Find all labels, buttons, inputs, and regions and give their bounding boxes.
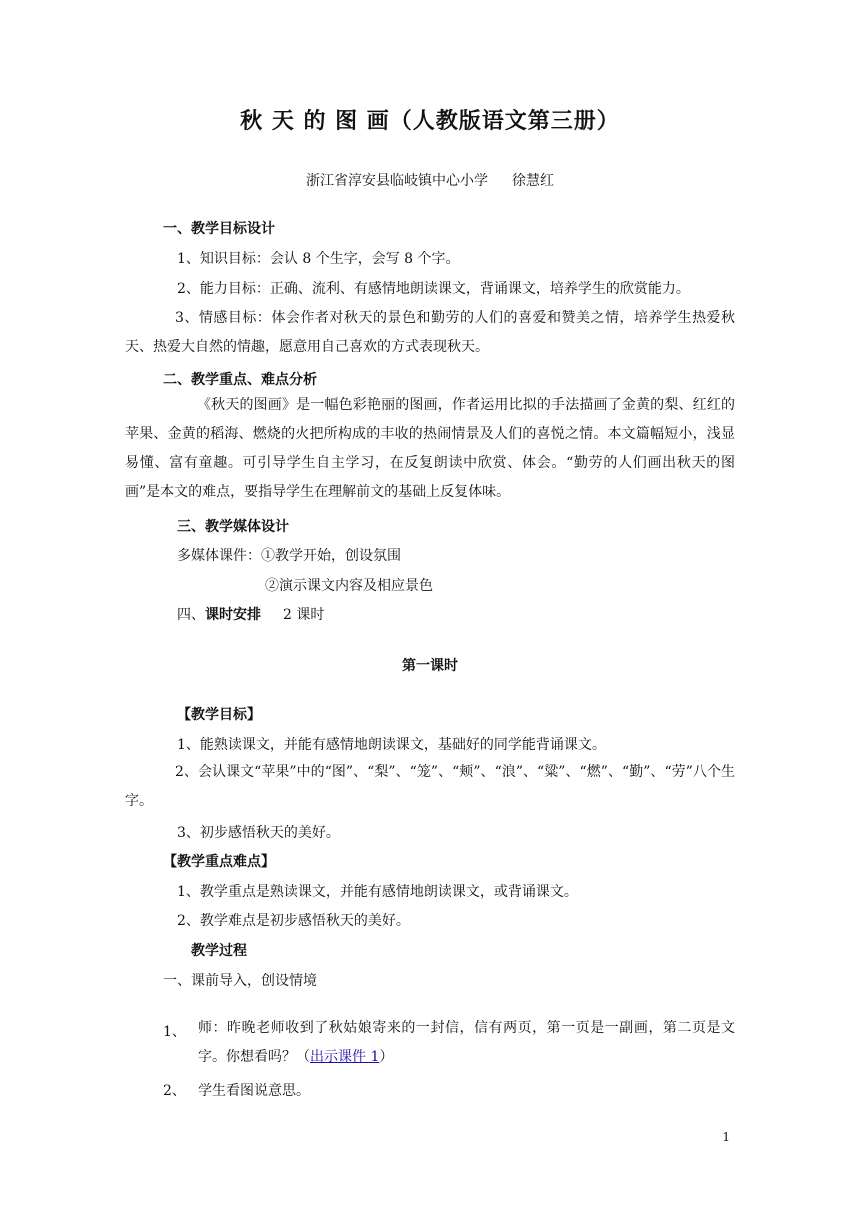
list-item-text (198, 1014, 735, 1072)
schedule-line (177, 604, 324, 624)
process-heading: 教学过程 (191, 943, 247, 959)
goal-item: 3、情感目标：体会作者对秋天的景色和勤劳的人们的喜爱和赞美之情，培养学生热爱秋天、热爱大自然的情趣，愿意用自己喜欢的方式表现秋天。 (125, 310, 735, 355)
author-line (0, 170, 860, 190)
process-step: 一、课前导入，创设情境 (163, 973, 317, 989)
analysis-paragraph: 《秋天的图画》是一幅色彩艳丽的图画，作者运用比拟的手法描画了金黄的梨、红红的苹果、金黄的稻海、燃烧的火把所构成的丰收的热闹情景及人们的喜悦之情。本文篇幅短小，浅显易懂、富有童趣。可引导学生自主学习，在反复朗读中欣赏、体会。“勤劳的人们画出秋天的图画”是本文的难点，要指导学生在理解前文的基础上反复体味。 (125, 397, 735, 500)
list-item-text: 学生看图说意思。 (198, 1083, 310, 1099)
objective-item: 2、会认课文“苹果”中的“图”、“梨”、“笼”、“颊”、“浪”、“粱”、“燃”、“勤”、“劳”八个生字。 (125, 764, 735, 809)
list-item-number: 1、 (163, 1024, 186, 1040)
courseware-link[interactable]: 出示课件 1 (310, 1049, 380, 1065)
schedule-heading: 课时安排 (205, 607, 261, 623)
author-school: 浙江省淳安县临岐镇中心小学 (306, 173, 488, 189)
schedule-prefix: 四、 (177, 607, 205, 623)
document-title: 秋 天 的 图 画（人教版语文第三册） (240, 108, 620, 134)
media-item: 多媒体课件：①教学开始，创设氛围 (177, 548, 401, 564)
section-heading: 二、教学重点、难点分析 (163, 372, 317, 388)
key-point-item: 1、教学重点是熟读课文，并能有感情地朗读课文，或背诵课文。 (177, 884, 578, 900)
goal-item: 1、知识目标：会认 8 个生字，会写 8 个字。 (177, 251, 460, 267)
list-item-number: 2、 (163, 1083, 186, 1099)
goal-item: 2、能力目标：正确、流利、有感情地朗读课文，背诵课文，培养学生的欣赏能力。 (177, 281, 690, 297)
lesson-title: 第一课时 (402, 658, 458, 674)
author-name: 徐慧红 (512, 173, 554, 189)
objective-item: 3、初步感悟秋天的美好。 (177, 825, 340, 841)
list-item-end: ） (379, 1049, 394, 1065)
key-points-heading: 【教学重点难点】 (163, 854, 275, 870)
list-item-content: 师：昨晚老师收到了秋姑娘寄来的一封信，信有两页，第一页是一副画，第二页是文字。你想看吗？（ (198, 1020, 735, 1065)
page-number: 1 (722, 1130, 730, 1144)
media-item: ②演示课文内容及相应景色 (265, 578, 433, 594)
section-heading: 三、教学媒体设计 (177, 519, 289, 535)
objective-item: 1、能熟读课文，并能有感情地朗读课文，基础好的同学能背诵课文。 (177, 737, 606, 753)
objectives-heading: 【教学目标】 (177, 707, 261, 723)
key-point-item: 2、教学难点是初步感悟秋天的美好。 (177, 913, 410, 929)
section-heading: 一、教学目标设计 (163, 221, 275, 237)
schedule-value: 2 课时 (283, 607, 325, 623)
